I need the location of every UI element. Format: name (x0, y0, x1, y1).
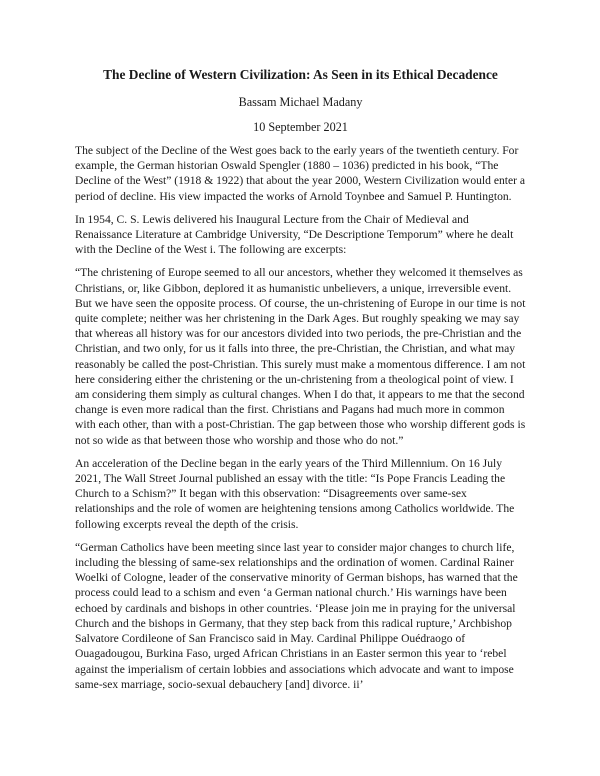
paragraph-wsj-quote: “German Catholics have been meeting since last year to consider major changes to church life, including the blessing of same-sex relationships and the ordination of women. Cardinal Rainer Woelki of Cologne, leader of the conservative minority of German bishops, has warned that the process could lead to a schism and even ‘a German national church.’ His warnings have been echoed by cardinals and bishops in other countries. ‘Please join me in praying for the universal Church and the bishops in Germany, that they step back from this radical rupture,’ Archbishop Salvatore Cordileone of San Francisco said in May. Cardinal Philippe Ouédraogo of Ouagadougou, Burkina Faso, urged African Christians in an Easter sermon this year to ‘rebel against the imperialism of certain lobbies and associations which advocate and want to impose same-sex marriage, socio-sexual debauchery [and] divorce. ii’ (75, 540, 518, 691)
document-title: The Decline of Western Civilization: As Seen in its Ethical Decadence (103, 67, 498, 82)
paragraph-wsj-intro: An acceleration of the Decline began in the early years of the Third Millennium. On 16 July 2021, The Wall Street Journal published an essay with the title: “Is Pope Francis Leading the Church to a Schism?” It began with this observation: “Disagreements over same-sex relationships and the role of women are heightening tensions among Catholics worldwide. The following excerpts reveal the depth of the crisis. (75, 456, 515, 531)
document-author: Bassam Michael Madany (238, 95, 363, 109)
paragraph-intro: The subject of the Decline of the West goes back to the early years of the twentieth century. For example, the German historian Oswald Spengler (1880 – 1036) predicted in his book, “The Decline of the West” (1918 & 1922) that about the year 2000, Western Civilization would enter a period of decline. His view impacted the works of Arnold Toynbee and Samuel P. Huntington. (75, 144, 526, 203)
document-date: 10 September 2021 (253, 120, 348, 134)
paragraph-lewis-quote: “The christening of Europe seemed to all our ancestors, whether they welcomed it themselves as Christians, or, like Gibbon, deplored it as humanistic unbelievers, a unique, irreversible event. But we have seen the opposite process. Of course, the un-christening of Europe in our time is not quite complete; neither was her christening in the Dark Ages. But roughly speaking we may say that whereas all history was for our ancestors divided into two periods, the pre-Christian and the Christian, and two only, for us it falls into three, the pre-Christian, the Christian, and what may reasonably be called the post-Christian. This surely must make a momentous difference. I am not here considering either the christening or the un-christening from a theological point of view. I am considering them simply as cultural changes. When I do that, it appears to me that the second change is even more radical than the first. Christians and Pagans had much more in common with each other, than with a post-Christian. The gap between those who worship different gods is not so wide as that between those who worship and those who do not.” (75, 266, 526, 447)
paragraph-lewis-intro: In 1954, C. S. Lewis delivered his Inaugural Lecture from the Chair of Medieval and Renaissance Literature at Cambridge University, “De Descriptione Temporum” where he dealt with the Decline of the West i. The following are excerpts: (75, 212, 514, 257)
